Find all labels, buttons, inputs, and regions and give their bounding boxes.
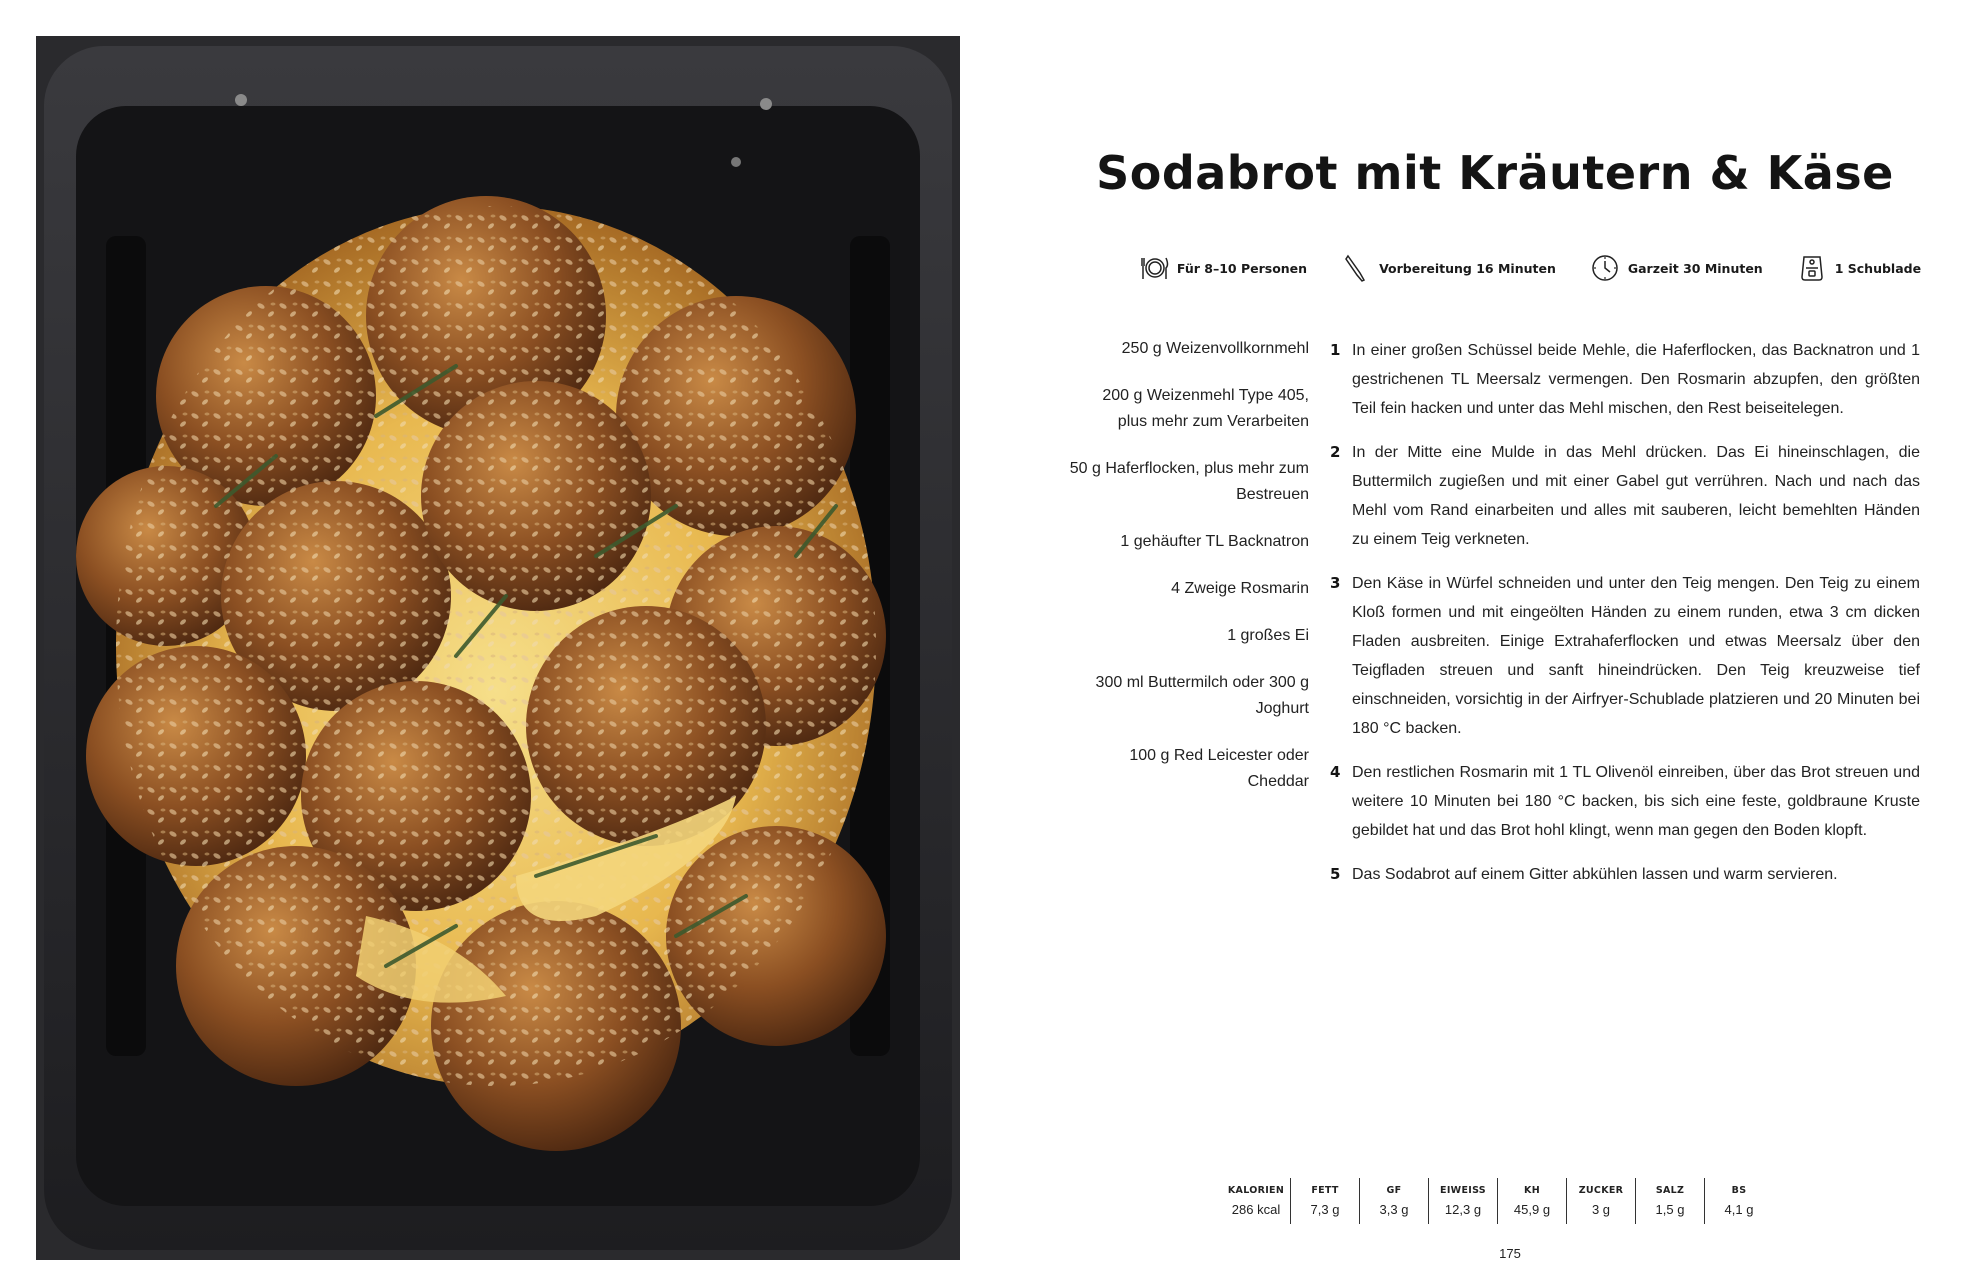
meta-servings-text: Für 8–10 Personen: [1176, 260, 1308, 276]
nutrition-value: 45,9 g: [1513, 1202, 1551, 1217]
step-number: 5: [1330, 865, 1341, 883]
meta-cook-time: [1590, 253, 1763, 283]
nutrition-cell-sugar: [1567, 1178, 1636, 1224]
nutrition-label: KALORIEN: [1227, 1185, 1285, 1196]
nutrition-cell-protein: [1429, 1178, 1498, 1224]
step-text: Den Käse in Würfel schneiden und unter den Teig mengen. Den Teig zu einem Kloß formen und mit eingeölten Händen zu einem runden, etwa 3 cm dicken Fladen ausbreiten. Einige Extrahaferflocken und etwas Meersalz über den Teigfladen streuen und sanft hineindrücken. Den Teig kreuzweise tief einschneiden, vorsichtig in der Airfryer-Schublade platzieren und 20 Minuten bei 180 °C backen.: [1352, 575, 1920, 737]
nutrition-value: 12,3 g: [1444, 1202, 1482, 1217]
ingredients-list: [1069, 336, 1309, 816]
airfryer-drawer-icon: [1797, 253, 1827, 283]
nutrition-value: 1,5 g: [1655, 1202, 1685, 1217]
recipe-meta-row: [1100, 252, 1960, 284]
nutrition-table: [1222, 1178, 1773, 1224]
plate-cutlery-icon: [1139, 253, 1169, 283]
recipe-title: Sodabrot mit Kräutern & Käse: [1096, 146, 1894, 200]
step-number: 4: [1330, 763, 1341, 781]
meta-drawers: [1797, 253, 1921, 283]
ingredient-item: 200 g Weizenmehl Type 405, plus mehr zum Verarbeiten: [1102, 387, 1309, 430]
instruction-step: [1330, 860, 1920, 889]
ingredient-item: 100 g Red Leicester oder Cheddar: [1129, 747, 1309, 790]
nutrition-label: FETT: [1311, 1185, 1339, 1196]
ingredient-item: 250 g Weizenvollkornmehl: [1121, 340, 1309, 357]
page-number: 175: [1499, 1246, 1521, 1261]
meta-cook-text: Garzeit 30 Minuten: [1627, 260, 1763, 276]
meta-drawers-text: 1 Schublade: [1834, 260, 1922, 276]
knife-icon: [1341, 253, 1371, 283]
step-text: In der Mitte eine Mulde in das Mehl drücken. Das Ei hineinschlagen, die Buttermilch zugießen und mit einer Gabel gut verrühren. Nach und nach das Mehl vom Rand einarbeiten und alles mit sauberen, leicht bemehlten Händen zu einem Teig verkneten.: [1352, 444, 1920, 548]
nutrition-cell-fat: [1291, 1178, 1360, 1224]
nutrition-label: ZUCKER: [1578, 1185, 1624, 1196]
step-text: In einer großen Schüssel beide Mehle, die Haferflocken, das Backnatron und 1 gestrichenen TL Meersalz vermengen. Den Rosmarin abzupfen, den größten Teil fein hacken und unter das Mehl mischen, den Rest beiseitelegen.: [1352, 342, 1920, 417]
nutrition-cell-fiber: [1705, 1178, 1773, 1224]
soda-bread-in-airfryer-photo: [36, 36, 960, 1260]
nutrition-cell-salt: [1636, 1178, 1705, 1224]
instruction-step: [1330, 336, 1920, 423]
nutrition-cell-calories: [1222, 1178, 1291, 1224]
instruction-step: [1330, 438, 1920, 554]
nutrition-value: 3 g: [1591, 1202, 1611, 1217]
recipe-photo: [36, 36, 960, 1260]
nutrition-value: 286 kcal: [1231, 1202, 1281, 1217]
instructions-list: [1330, 336, 1920, 904]
ingredient-item: 300 ml Buttermilch oder 300 g Joghurt: [1095, 674, 1309, 717]
clock-icon: [1590, 253, 1620, 283]
step-text: Das Sodabrot auf einem Gitter abkühlen lassen und warm servieren.: [1352, 866, 1838, 883]
ingredient-item: 1 gehäufter TL Backnatron: [1120, 533, 1309, 550]
nutrition-label: BS: [1731, 1185, 1747, 1196]
nutrition-label: EIWEISS: [1440, 1185, 1486, 1196]
ingredient-item: 4 Zweige Rosmarin: [1171, 580, 1309, 597]
nutrition-cell-carbs: [1498, 1178, 1567, 1224]
nutrition-label: KH: [1524, 1185, 1540, 1196]
nutrition-label: SALZ: [1655, 1185, 1685, 1196]
meta-prep-time: [1341, 253, 1556, 283]
step-number: 3: [1330, 574, 1341, 592]
nutrition-cell-saturated-fat: [1360, 1178, 1429, 1224]
nutrition-label: GF: [1386, 1185, 1402, 1196]
nutrition-value: 7,3 g: [1310, 1202, 1340, 1217]
ingredient-item: 50 g Haferflocken, plus mehr zum Bestreuen: [1069, 460, 1309, 503]
meta-prep-text: Vorbereitung 16 Minuten: [1379, 260, 1556, 276]
nutrition-value: 4,1 g: [1724, 1202, 1754, 1217]
step-text: Den restlichen Rosmarin mit 1 TL Olivenöl einreiben, über das Brot streuen und weitere 10 Minuten bei 180 °C backen, bis sich eine feste, goldbraune Kruste gebildet hat und das Brot hohl klingt, wenn man gegen den Boden klopft.: [1352, 764, 1920, 839]
step-number: 2: [1330, 443, 1341, 461]
ingredient-item: 1 großes Ei: [1227, 627, 1309, 644]
step-number: 1: [1330, 341, 1341, 359]
meta-servings: [1139, 253, 1307, 283]
instruction-step: [1330, 569, 1920, 743]
nutrition-value: 3,3 g: [1379, 1202, 1409, 1217]
instruction-step: [1330, 758, 1920, 845]
